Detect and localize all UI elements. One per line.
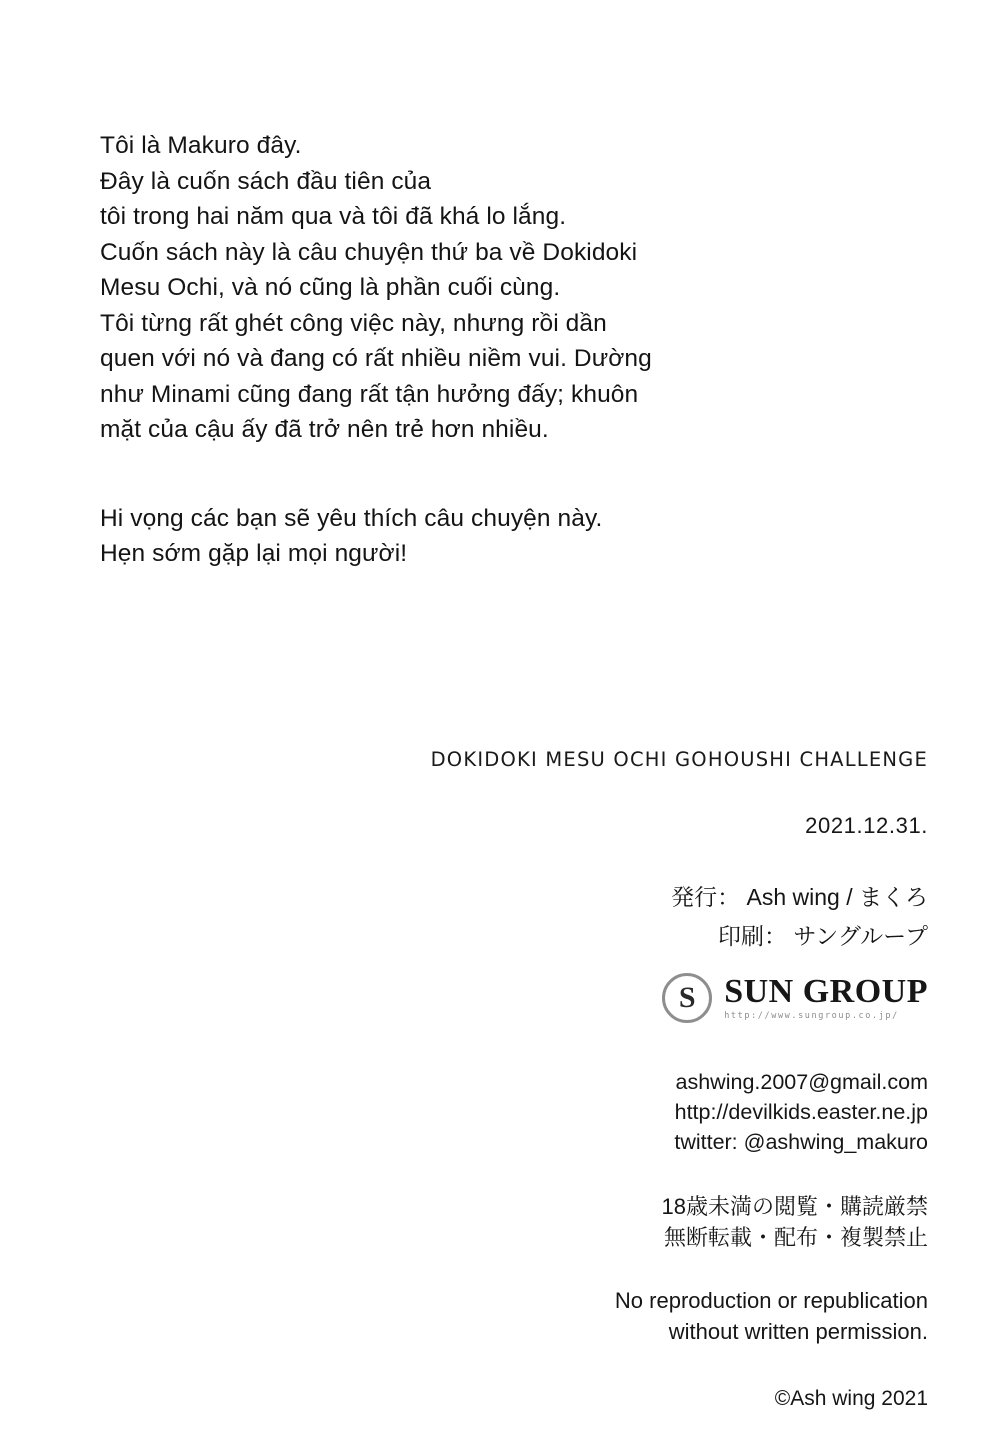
publisher-line: 発行： Ash wing / まくろ xyxy=(671,884,928,910)
sun-group-logo-text xyxy=(724,972,928,1022)
sun-group-mark-icon xyxy=(662,973,712,1023)
colophon-block xyxy=(288,748,928,1411)
afterword-line: Cuốn sách này là câu chuyện thứ ba về Dokidoki xyxy=(100,238,638,266)
contact-website: http://devilkids.easter.ne.jp xyxy=(674,1100,928,1124)
english-notice-line: without written permission. xyxy=(668,1319,928,1344)
sun-group-logo xyxy=(662,973,928,1023)
sun-group-name: SUN GROUP xyxy=(724,972,928,1010)
contact-block xyxy=(288,1067,928,1157)
afterword-line: Tôi từng rất ghét công việc này, nhưng rồi dần xyxy=(100,309,607,337)
contact-email: ashwing.2007@gmail.com xyxy=(675,1070,928,1094)
afterword-text-block xyxy=(100,128,800,572)
paragraph-spacer xyxy=(100,448,800,501)
japanese-notice xyxy=(288,1191,928,1253)
afterword-line: quen với nó và đang có rất nhiều niềm vui. Dường xyxy=(100,345,652,372)
printer-line: 印刷： サングループ xyxy=(718,923,928,949)
publication-date: 2021.12.31. xyxy=(805,813,928,838)
afterword-closing-line: Hẹn sớm gặp lại mọi người! xyxy=(100,540,408,567)
afterword-line: Tôi là Makuro đây. xyxy=(100,132,302,159)
afterword-closing-line: Hi vọng các bạn sẽ yêu thích câu chuyện này. xyxy=(100,504,603,532)
afterword-line: mặt của cậu ấy đã trở nên trẻ hơn nhiều. xyxy=(100,416,549,443)
english-notice-line: No reproduction or republication xyxy=(614,1288,928,1313)
afterword-line: như Minami cũng đang rất tận hưởng đấy; khuôn xyxy=(100,380,639,408)
sun-group-url: http://www.sungroup.co.jp/ xyxy=(724,1011,899,1022)
japanese-notice-line: 無断転載・配布・複製禁止 xyxy=(663,1225,928,1250)
japanese-notice-line: 18歳未満の閲覧・購読厳禁 xyxy=(661,1194,928,1219)
work-title: DOKIDOKI MESU OCHI GOHOUSHI CHALLENGE xyxy=(430,748,928,771)
contact-twitter: twitter: @ashwing_makuro xyxy=(674,1130,928,1154)
afterword-line: Mesu Ochi, và nó cũng là phần cuối cùng. xyxy=(100,274,561,301)
afterword-line: Đây là cuốn sách đầu tiên của xyxy=(100,167,432,195)
english-notice xyxy=(288,1285,928,1347)
copyright-line: ©Ash wing 2021 xyxy=(774,1387,928,1410)
afterword-line: tôi trong hai năm qua và tôi đã khá lo lắng. xyxy=(100,203,567,230)
